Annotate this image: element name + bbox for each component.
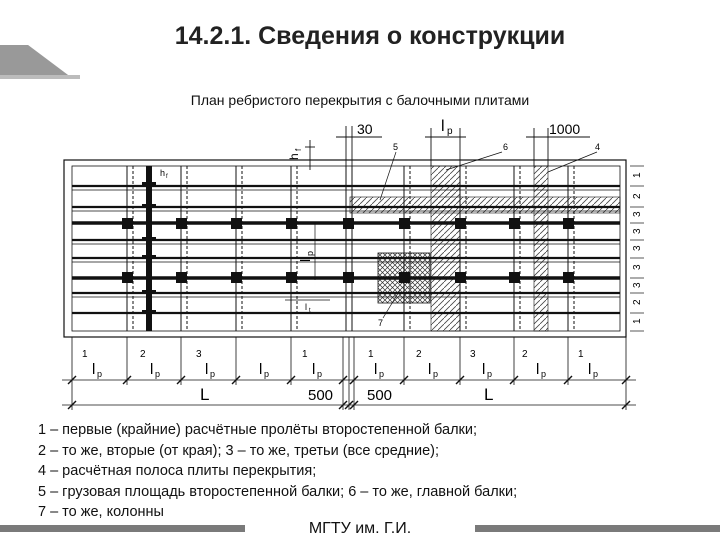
span-num-5: 1: [368, 349, 374, 360]
span-lp-sub-7: p: [433, 369, 439, 379]
legend-line-4: 5 – грузовая площадь второстепенной балки; 6 – то же, главной балки;: [38, 483, 518, 500]
bottom-dimensions: [62, 337, 636, 410]
span-lp-10: l: [588, 361, 592, 378]
main-beams: [127, 166, 574, 331]
span-num-1: 1: [82, 349, 88, 360]
right-label-7: 3: [632, 282, 643, 288]
hf-label: h: [160, 168, 166, 178]
span-num-2: 2: [140, 349, 146, 360]
span-lp-sub-2: p: [155, 369, 161, 379]
span-lp-3: l: [205, 361, 209, 378]
span-lp-sub-5: p: [317, 369, 323, 379]
right-label-9: 1: [632, 318, 643, 324]
slab-strip-4: [534, 166, 548, 331]
emphasized-main-beam: [146, 166, 152, 331]
span-lp-sub-9: p: [541, 369, 547, 379]
footer-bar-right: [475, 525, 720, 532]
lp-vertical: l: [297, 258, 313, 262]
leader-6: 6: [503, 142, 509, 152]
span-lp-5: l: [312, 361, 316, 378]
span-lp-sub-8: p: [487, 369, 493, 379]
L-right: L: [484, 385, 494, 404]
dim-lp-top: l: [441, 118, 445, 135]
span-lp-sub-6: p: [379, 369, 385, 379]
span-num-8: 2: [522, 349, 528, 360]
legend-line-1: 1 – первые (крайние) расчётные пролёты второстепенной балки;: [38, 422, 478, 438]
span-lp-sub-4: p: [264, 369, 270, 379]
legend-line-3: 4 – расчётная полоса плиты перекрытия;: [38, 463, 317, 480]
span-num-4: 1: [302, 349, 308, 360]
span-lp-sub-3: p: [210, 369, 216, 379]
lt-label: l: [305, 302, 307, 312]
hr-label: h: [287, 153, 301, 160]
hf-label-sub: f: [166, 174, 168, 180]
span-num-9: 1: [578, 349, 584, 360]
right-label-6: 3: [632, 264, 643, 270]
span-lp-1: l: [92, 361, 96, 378]
span-lp-sub-1: p: [97, 369, 103, 379]
span-lp-8: l: [482, 361, 486, 378]
right-label-5: 3: [632, 245, 643, 251]
right-label-8: 2: [632, 299, 643, 305]
dim-lp-top-sub: p: [447, 126, 453, 137]
columns: [122, 218, 574, 283]
page-title: 14.2.1. Сведения о конструкции: [174, 22, 566, 50]
right-label-3: 3: [632, 211, 643, 217]
drawing-subtitle: План ребристого перекрытия с балочными плитами: [190, 92, 530, 108]
legend: [38, 420, 708, 523]
dim-500-right: 500: [367, 387, 393, 404]
span-num-6: 2: [416, 349, 422, 360]
leader-5: 5: [393, 142, 399, 152]
span-lp-7: l: [428, 361, 432, 378]
secondary-beam-load-area: [350, 197, 620, 213]
footer-text: МГТУ им. Г.И.: [308, 520, 412, 537]
right-label-4: 3: [632, 228, 643, 234]
leader-4: 4: [595, 142, 601, 152]
leader-7: 7: [378, 318, 384, 328]
footer-bar-left: [0, 525, 245, 532]
lp-vertical-sub: p: [305, 250, 315, 256]
dim-500-left: 500: [308, 387, 334, 404]
legend-line-2: 2 – то же, вторые (от края); 3 – то же, третьи (все средние);: [38, 442, 439, 459]
dim-1000: 1000: [549, 121, 581, 137]
main-beam-load-area: [431, 166, 460, 331]
span-lp-sub-10: p: [593, 369, 599, 379]
lt-label-sub: t: [309, 308, 311, 314]
span-lp-2: l: [150, 361, 154, 378]
right-label-1: 1: [632, 172, 643, 178]
L-left: L: [200, 385, 210, 404]
right-label-2: 2: [632, 193, 643, 199]
span-lp-9: l: [536, 361, 540, 378]
span-lp-4: l: [259, 361, 263, 378]
hr-label-sub: f: [294, 148, 303, 151]
legend-line-5: 7 – то же, колонны: [38, 504, 164, 521]
span-num-7: 3: [470, 349, 476, 360]
span-lp-6: l: [374, 361, 378, 378]
span-num-3: 3: [196, 349, 202, 360]
dim-30: 30: [357, 121, 373, 137]
